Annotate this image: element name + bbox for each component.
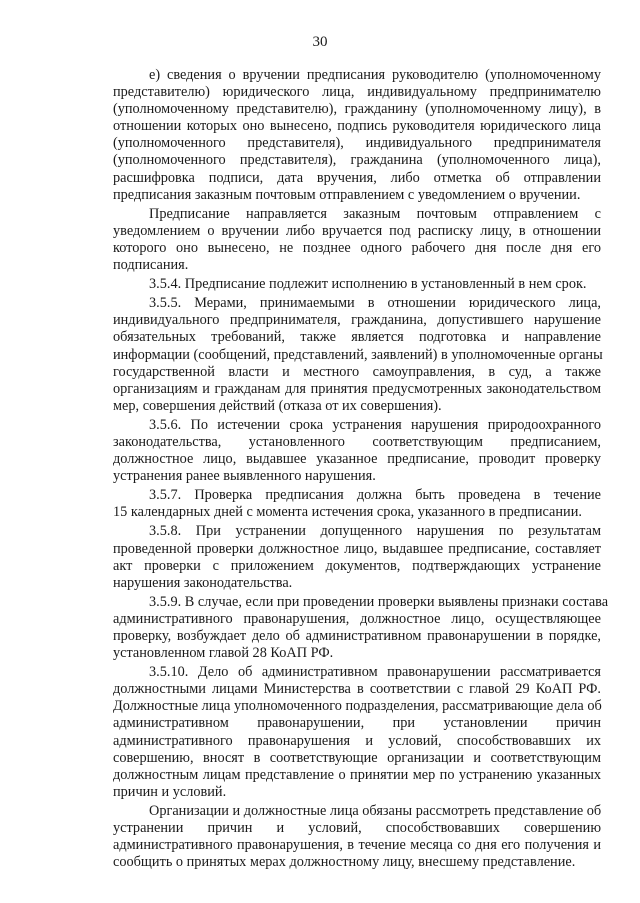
para-3-5-7 — [113, 487, 601, 521]
para-organizations — [113, 803, 601, 871]
text-line: административном правонарушении, при установлении причин — [113, 715, 601, 732]
text-line: Предписание направляется заказным почтовым отправлением с — [149, 205, 601, 222]
text-line: акт проверки с приложением документов, подтверждающих устранение — [113, 557, 601, 574]
text-line: 3.5.6. По истечении срока устранения нарушения природоохранного — [149, 416, 601, 433]
text-line: должностными лицами Министерства в соответствии с главой 29 КоАП РФ. — [113, 681, 601, 698]
text-line: законодательства, установленного соответствующим предписанием, — [113, 433, 601, 450]
text-line: организациям и гражданам для принятия предусмотренных законодательством — [113, 380, 601, 397]
text-line: установленном главой 28 КоАП РФ. — [113, 645, 334, 662]
text-line: должностное лицо, выдавшее указанное предписание, проводит проверку — [113, 451, 601, 468]
text-line: (уполномоченному представителю), гражданину (уполномоченному лицу), в — [113, 101, 601, 118]
text-line: причин и условий. — [113, 783, 227, 800]
text-line: Должностные лица уполномоченного подразделения, рассматривающие дела об — [113, 698, 602, 715]
page-number: 30 — [312, 34, 328, 50]
para-3-5-6 — [113, 417, 601, 485]
text-line: проведенной проверки должностное лицо, выдавшее предписание, составляет — [113, 540, 601, 557]
para-delivery — [113, 206, 601, 274]
text-line: 3.5.10. Дело об административном правонарушении рассматривается — [149, 664, 601, 681]
text-line: нарушения законодательства. — [113, 574, 293, 591]
text-line: устранении причин и условий, способствовавших совершению — [113, 820, 601, 837]
text-line: административного правонарушения, должностное лицо, осуществляющее — [113, 610, 601, 627]
text-line: индивидуального предпринимателя, гражданина, допустившего нарушение — [113, 312, 601, 329]
text-line: мер, совершения действий (отказа от их совершения). — [113, 397, 442, 414]
text-line: 3.5.4. Предписание подлежит исполнению в установленный в нем срок. — [149, 276, 587, 293]
para-3-5-9 — [113, 593, 609, 662]
text-line: е) сведения о вручении предписания руководителю (уполномоченному — [149, 67, 601, 83]
text-line: подписания. — [113, 257, 189, 274]
text-line: административного правонарушения, в течение месяца со дня его получения и — [113, 837, 601, 854]
text-line: информации (сообщений, представлений, заявлений) в уполномоченные органы — [113, 346, 603, 363]
text-line: 3.5.7. Проверка предписания должна быть проведена в течение — [149, 487, 601, 504]
text-line: 3.5.8. При устранении допущенного нарушения по результатам — [149, 523, 601, 540]
text-line: совершению, вносят в соответствующие организации и соответствующим — [113, 749, 601, 766]
text-line: предписания заказным почтовым отправлением с уведомлением о вручении. — [113, 186, 581, 203]
text-line: представителю) юридического лица, индивидуальному предпринимателю — [113, 84, 601, 101]
para-3-5-8 — [113, 523, 601, 591]
document-body — [113, 67, 609, 873]
text-line: обязательных требований, также является подготовка и направление — [113, 329, 601, 346]
text-line: 3.5.9. В случае, если при проведении проверки выявлены признаки состава — [149, 593, 609, 610]
text-line: Организации и должностные лица обязаны рассмотреть представление об — [149, 802, 602, 819]
text-line: 15 календарных дней с момента истечения срока, указанного в предписании. — [113, 504, 582, 521]
text-line: (уполномоченного представителя), индивидуального предпринимателя — [113, 135, 601, 152]
text-line: расшифровка подписи, дата вручения, либо отметка об отправлении — [113, 169, 601, 186]
text-line: государственной власти и местного самоуправления, в суд, а также — [113, 363, 601, 380]
text-line: устранения ранее выявленного нарушения. — [113, 468, 376, 485]
text-line: должностным лицам представление о принятии мер по устранению указанных — [113, 766, 601, 783]
text-line: отношении которых оно вынесено, подпись руководителя юридического лица — [113, 118, 601, 135]
text-line: которого оно вынесено, не позднее одного рабочего дня после дня его — [113, 239, 601, 256]
para-e-service-info — [113, 67, 601, 204]
para-3-5-4 — [113, 276, 601, 293]
text-line: (уполномоченного представителя), гражданина (уполномоченного лица), — [113, 152, 601, 169]
text-line: сообщить о принятых мерах должностному лицу, внесшему представление. — [113, 854, 576, 871]
text-line: 3.5.5. Мерами, принимаемыми в отношении юридического лица, — [149, 295, 601, 312]
para-3-5-10 — [113, 664, 601, 801]
text-line: административного правонарушения и условий, способствовавших их — [113, 732, 601, 749]
text-line: уведомлением о вручении либо вручается под расписку лицу, в отношении — [113, 222, 601, 239]
text-line: проверку, возбуждает дело об административном правонарушении в порядке, — [113, 628, 601, 644]
para-3-5-5 — [113, 295, 601, 415]
